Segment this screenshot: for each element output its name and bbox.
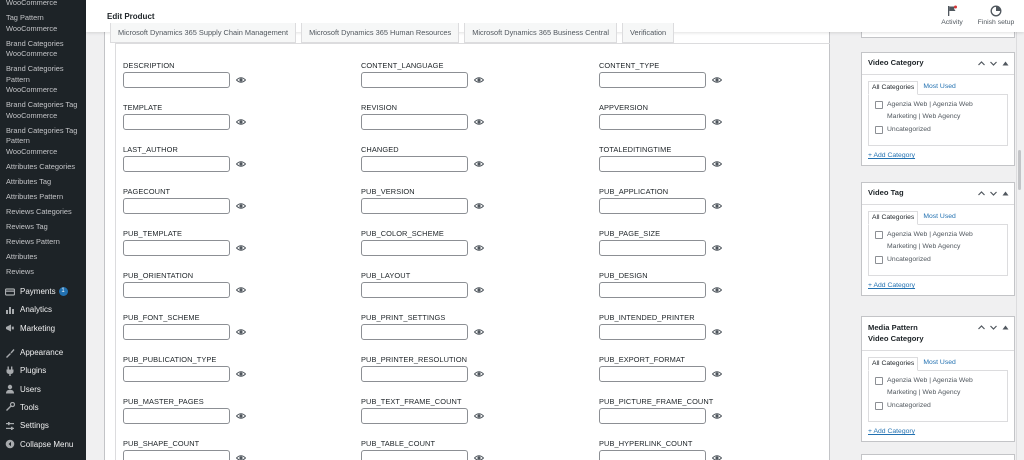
field-input[interactable] xyxy=(361,282,468,298)
field-input[interactable] xyxy=(123,366,230,382)
metadata-field xyxy=(599,229,739,256)
chevron-down-icon[interactable] xyxy=(989,59,998,68)
metabox-title: Video Tag xyxy=(868,188,904,198)
category-item[interactable] xyxy=(875,229,1003,253)
product-tabs xyxy=(110,23,679,43)
submenu-item[interactable]: Attributes Tag xyxy=(6,176,52,186)
menu-label: Appearance xyxy=(20,348,64,358)
eye-icon[interactable] xyxy=(236,328,246,336)
field-label: PUB_DESIGN xyxy=(599,271,648,280)
field-label: PUB_SHAPE_COUNT xyxy=(123,439,200,448)
submenu-item[interactable]: Reviews Categories xyxy=(6,206,72,216)
metadata-field xyxy=(599,103,739,130)
menu-item-analytics[interactable] xyxy=(0,301,86,319)
right-scrollbar-thumb[interactable] xyxy=(1018,150,1021,190)
category-item[interactable] xyxy=(875,124,1003,136)
metadata-field xyxy=(123,187,263,214)
metadata-field xyxy=(361,61,501,88)
field-input[interactable] xyxy=(123,198,230,214)
field-label: PUB_TEMPLATE xyxy=(123,229,182,238)
eye-icon[interactable] xyxy=(712,454,722,460)
field-input[interactable] xyxy=(123,156,230,172)
appearance-icon xyxy=(5,348,15,358)
progress-ring-icon xyxy=(990,5,1002,17)
metadata-field xyxy=(361,397,501,424)
metadata-field xyxy=(599,355,739,382)
eye-icon[interactable] xyxy=(712,160,722,168)
metadata-field xyxy=(361,271,501,298)
metadata-field xyxy=(361,313,501,340)
field-input[interactable] xyxy=(599,282,706,298)
metadata-field xyxy=(361,187,501,214)
collapse-icon xyxy=(5,439,15,449)
field-input[interactable] xyxy=(599,114,706,130)
menu-label: Analytics xyxy=(20,305,53,315)
add-category-link[interactable]: + Add Category xyxy=(868,282,916,289)
menu-item-settings[interactable] xyxy=(0,417,86,435)
analytics-icon xyxy=(5,305,15,315)
submenu-item[interactable]: Reviews Tag xyxy=(6,221,48,231)
category-item[interactable] xyxy=(875,375,1003,399)
field-label: LAST_AUTHOR xyxy=(123,145,178,154)
field-input[interactable] xyxy=(123,240,230,256)
field-label: PUB_FONT_SCHEME xyxy=(123,313,200,322)
category-label: Uncategorized xyxy=(887,256,931,263)
field-label: CHANGED xyxy=(361,145,399,154)
chevron-up-icon[interactable] xyxy=(977,59,986,68)
menu-label: Users xyxy=(20,384,41,394)
flag-icon xyxy=(946,5,958,17)
submenu-item[interactable]: Brand Categories Tag Pattern WooCommerce xyxy=(6,125,78,156)
field-input[interactable] xyxy=(361,324,468,340)
metadata-field xyxy=(361,145,501,172)
field-input[interactable] xyxy=(599,156,706,172)
field-label: APPVERSION xyxy=(599,103,649,112)
category-label: Agenzia Web | Agenzia Web Marketing | Web Agency xyxy=(887,377,973,396)
submenu-item[interactable]: Tag Pattern WooCommerce xyxy=(6,13,58,33)
submenu-item[interactable]: Attributes Categories xyxy=(6,161,76,171)
eye-icon[interactable] xyxy=(236,370,246,378)
field-input[interactable] xyxy=(123,324,230,340)
eye-icon[interactable] xyxy=(474,328,484,336)
category-label: Agenzia Web | Agenzia Web Marketing | Web Agency xyxy=(887,101,973,120)
eye-icon[interactable] xyxy=(474,286,484,294)
category-checkbox[interactable] xyxy=(875,377,883,385)
eye-icon[interactable] xyxy=(236,118,246,126)
eye-icon[interactable] xyxy=(712,286,722,294)
eye-icon[interactable] xyxy=(474,202,484,210)
caret-up-icon[interactable] xyxy=(1001,323,1010,332)
users-icon xyxy=(5,384,15,394)
tab-all-categories[interactable]: All Categories xyxy=(868,211,918,225)
eye-icon[interactable] xyxy=(712,76,722,84)
sidebar-metaboxes xyxy=(848,32,1024,460)
eye-icon[interactable] xyxy=(712,328,722,336)
menu-label: Settings xyxy=(20,421,49,431)
submenu-item[interactable]: Attributes xyxy=(6,251,38,261)
submenu-item[interactable]: Reviews xyxy=(6,266,34,276)
activity-label: Activity xyxy=(941,19,963,26)
metadata-field xyxy=(123,439,263,460)
menu-label: Payments xyxy=(20,287,56,297)
category-checklist xyxy=(868,370,1008,422)
metadata-field xyxy=(599,61,739,88)
metabox-header xyxy=(862,183,1014,205)
category-checkbox[interactable] xyxy=(875,256,883,264)
metadata-fields xyxy=(115,43,830,460)
field-input[interactable] xyxy=(599,240,706,256)
field-label: PUB_COLOR_SCHEME xyxy=(361,229,444,238)
submenu-item[interactable]: Brand Categories Tag WooCommerce xyxy=(6,100,78,120)
field-input[interactable] xyxy=(361,366,468,382)
field-label: PUB_EXPORT_FORMAT xyxy=(599,355,686,364)
field-label: REVISION xyxy=(361,103,398,112)
tab-verification[interactable]: Verification xyxy=(622,23,674,43)
metadata-field xyxy=(123,313,263,340)
eye-icon[interactable] xyxy=(474,244,484,252)
category-checkbox[interactable] xyxy=(875,402,883,410)
category-label: Agenzia Web | Agenzia Web Marketing | Web Agency xyxy=(887,231,973,250)
plugins-icon xyxy=(5,366,15,376)
field-label: PUB_LAYOUT xyxy=(361,271,411,280)
menu-item-appearance[interactable] xyxy=(0,343,86,361)
field-label: PUB_PRINTER_RESOLUTION xyxy=(361,355,468,364)
submenu-item[interactable]: Attributes Pattern xyxy=(6,191,64,201)
field-input[interactable] xyxy=(123,408,230,424)
chevron-down-icon[interactable] xyxy=(989,323,998,332)
category-item[interactable] xyxy=(875,99,1003,123)
field-label: CONTENT_LANGUAGE xyxy=(361,61,444,70)
add-category-link[interactable]: + Add Category xyxy=(868,428,916,435)
category-checkbox[interactable] xyxy=(875,101,883,109)
chevron-up-icon[interactable] xyxy=(977,323,986,332)
metadata-field xyxy=(361,439,501,460)
field-label: PUB_PICTURE_FRAME_COUNT xyxy=(599,397,714,406)
submenu-item[interactable]: Reviews Pattern xyxy=(6,236,60,246)
product-data-panel xyxy=(104,18,830,460)
metadata-field xyxy=(599,145,739,172)
chevron-down-icon[interactable] xyxy=(989,189,998,198)
category-checkbox[interactable] xyxy=(875,126,883,134)
field-label: TEMPLATE xyxy=(123,103,163,112)
submenu-item[interactable]: Brand Categories Pattern WooCommerce xyxy=(6,64,64,94)
metadata-field xyxy=(599,271,739,298)
metadata-field xyxy=(123,355,263,382)
field-input[interactable] xyxy=(123,72,230,88)
menu-item-tools[interactable] xyxy=(0,398,86,416)
eye-icon[interactable] xyxy=(236,454,246,460)
admin-sidebar xyxy=(0,0,86,460)
category-checkbox[interactable] xyxy=(875,231,883,239)
field-label: CONTENT_TYPE xyxy=(599,61,660,70)
field-label: DESCRIPTION xyxy=(123,61,175,70)
admin-menu xyxy=(0,283,86,454)
field-input[interactable] xyxy=(361,114,468,130)
field-label: PUB_TABLE_COUNT xyxy=(361,439,436,448)
tab-most-used[interactable]: Most Used xyxy=(923,359,956,366)
payments-badge: 1 xyxy=(59,287,68,296)
field-input[interactable] xyxy=(599,324,706,340)
metadata-field xyxy=(123,271,263,298)
video-category-metabox xyxy=(861,52,1015,166)
field-input[interactable] xyxy=(361,450,468,460)
metadata-field xyxy=(599,439,739,460)
tab-most-used[interactable]: Most Used xyxy=(923,83,956,90)
metadata-field xyxy=(361,103,501,130)
menu-item-plugins[interactable] xyxy=(0,362,86,380)
field-label: PUB_APPLICATION xyxy=(599,187,669,196)
field-input[interactable] xyxy=(599,198,706,214)
menu-item-payments[interactable] xyxy=(0,283,86,301)
eye-icon[interactable] xyxy=(236,244,246,252)
field-input[interactable] xyxy=(599,72,706,88)
eye-icon[interactable] xyxy=(474,118,484,126)
field-label: PUB_ORIENTATION xyxy=(123,271,194,280)
field-label: PUB_PRINT_SETTINGS xyxy=(361,313,446,322)
finish-setup-button[interactable] xyxy=(974,5,1018,26)
metadata-field xyxy=(599,397,739,424)
menu-label: Plugins xyxy=(20,366,47,376)
field-input[interactable] xyxy=(361,240,468,256)
eye-icon[interactable] xyxy=(474,76,484,84)
field-input[interactable] xyxy=(361,408,468,424)
field-input[interactable] xyxy=(599,450,706,460)
caret-up-icon[interactable] xyxy=(1001,59,1010,68)
activity-button[interactable] xyxy=(936,5,968,26)
field-input[interactable] xyxy=(361,198,468,214)
right-scrollbar[interactable] xyxy=(1016,32,1024,460)
eye-icon[interactable] xyxy=(236,160,246,168)
field-input[interactable] xyxy=(123,450,230,460)
menu-label: Tools xyxy=(20,402,39,412)
eye-icon[interactable] xyxy=(712,118,722,126)
eye-icon[interactable] xyxy=(236,286,246,294)
video-tag-metabox xyxy=(861,182,1015,296)
menu-label: Collapse Menu xyxy=(20,439,74,449)
category-checklist xyxy=(868,94,1008,146)
field-input[interactable] xyxy=(599,408,706,424)
field-input[interactable] xyxy=(123,282,230,298)
field-input[interactable] xyxy=(361,72,468,88)
eye-icon[interactable] xyxy=(236,76,246,84)
field-label: TOTALEDITINGTIME xyxy=(599,145,672,154)
eye-icon[interactable] xyxy=(712,202,722,210)
tab-human-resources[interactable]: Microsoft Dynamics 365 Human Resources xyxy=(301,23,459,43)
metadata-field xyxy=(123,145,263,172)
metadata-field xyxy=(123,229,263,256)
field-label: PUB_INTENDED_PRINTER xyxy=(599,313,695,322)
field-input[interactable] xyxy=(599,366,706,382)
finish-setup-label: Finish setup xyxy=(977,19,1015,26)
category-label: Uncategorized xyxy=(887,126,931,133)
field-label: PUB_HYPERLINK_COUNT xyxy=(599,439,693,448)
metabox-title: Video Category xyxy=(868,58,924,68)
category-label: Uncategorized xyxy=(887,402,931,409)
metabox-stub-bottom xyxy=(861,454,1015,460)
metabox-title: Media Pattern Video Category xyxy=(868,323,924,343)
metadata-field xyxy=(123,103,263,130)
page-title: Edit Product xyxy=(107,12,155,21)
media-pattern-video-category-metabox xyxy=(861,316,1015,442)
eye-icon[interactable] xyxy=(712,412,722,420)
field-label: PUB_MASTER_PAGES xyxy=(123,397,204,406)
submenu-item[interactable]: WooCommerce xyxy=(6,0,58,7)
marketing-icon xyxy=(5,323,15,333)
payments-icon xyxy=(5,287,15,297)
eye-icon[interactable] xyxy=(474,160,484,168)
field-label: PUB_PUBLICATION_TYPE xyxy=(123,355,217,364)
submenu-item[interactable]: Brand Categories WooCommerce xyxy=(6,38,64,58)
chevron-up-icon[interactable] xyxy=(977,189,986,198)
metabox-header xyxy=(862,53,1014,75)
tab-supply-chain[interactable]: Microsoft Dynamics 365 Supply Chain Management xyxy=(110,23,296,43)
eye-icon[interactable] xyxy=(712,244,722,252)
metadata-field xyxy=(361,229,501,256)
category-item[interactable] xyxy=(875,400,1003,412)
products-submenu xyxy=(0,0,86,280)
eye-icon[interactable] xyxy=(474,370,484,378)
category-item[interactable] xyxy=(875,254,1003,266)
metadata-field xyxy=(123,61,263,88)
eye-icon[interactable] xyxy=(474,412,484,420)
eye-icon[interactable] xyxy=(236,202,246,210)
menu-item-marketing[interactable] xyxy=(0,319,86,337)
caret-up-icon[interactable] xyxy=(1001,189,1010,198)
field-label: PAGECOUNT xyxy=(123,187,171,196)
tab-business-central[interactable]: Microsoft Dynamics 365 Business Central xyxy=(464,23,617,43)
metadata-field xyxy=(599,187,739,214)
settings-icon xyxy=(5,421,15,431)
metadata-field xyxy=(361,355,501,382)
menu-item-users[interactable] xyxy=(0,380,86,398)
tab-all-categories[interactable]: All Categories xyxy=(868,357,918,371)
metadata-field xyxy=(123,397,263,424)
field-label: PUB_PAGE_SIZE xyxy=(599,229,661,238)
category-checklist xyxy=(868,224,1008,276)
field-input[interactable] xyxy=(361,156,468,172)
tools-icon xyxy=(5,402,15,412)
menu-label: Marketing xyxy=(20,323,56,333)
field-label: PUB_TEXT_FRAME_COUNT xyxy=(361,397,462,406)
collapse-menu-button[interactable] xyxy=(0,435,86,453)
tab-most-used[interactable]: Most Used xyxy=(923,213,956,220)
field-label: PUB_VERSION xyxy=(361,187,415,196)
add-category-link[interactable]: + Add Category xyxy=(868,152,916,159)
eye-icon[interactable] xyxy=(236,412,246,420)
eye-icon[interactable] xyxy=(474,454,484,460)
eye-icon[interactable] xyxy=(712,370,722,378)
metadata-field xyxy=(599,313,739,340)
field-input[interactable] xyxy=(123,114,230,130)
tab-all-categories[interactable]: All Categories xyxy=(868,81,918,95)
metabox-header xyxy=(862,317,1014,351)
